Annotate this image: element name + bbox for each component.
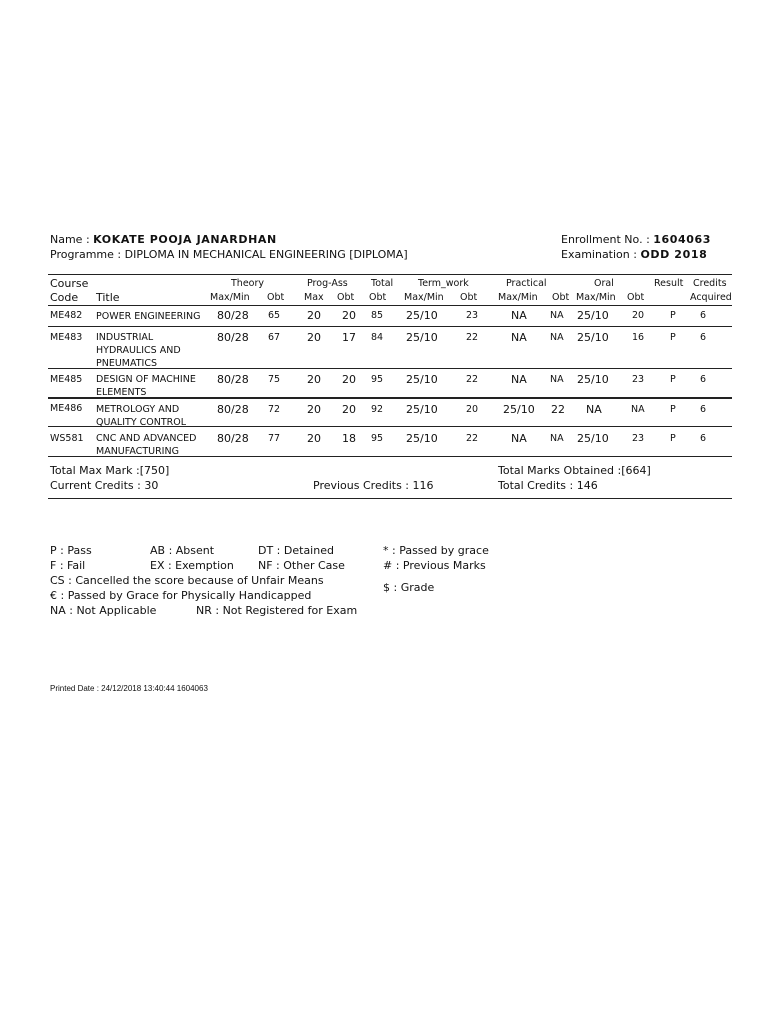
row-title: POWER ENGINEERING	[96, 311, 201, 322]
legend-previous-marks: # : Previous Marks	[383, 559, 486, 572]
legend-cancelled: CS : Cancelled the score because of Unfair Means	[50, 574, 324, 587]
row-tw-obt: 22	[466, 374, 479, 385]
row-tw-obt: 22	[466, 433, 479, 444]
programme-value: DIPLOMA IN MECHANICAL ENGINEERING [DIPLOMA]	[124, 248, 408, 261]
row-theory-max: 80/28	[217, 432, 249, 445]
legend-grade: $ : Grade	[383, 581, 435, 594]
row-title: METROLOGY AND QUALITY CONTROL	[96, 404, 187, 428]
row-or-obt: 23	[632, 374, 645, 385]
row-or-obt: NA	[631, 404, 645, 415]
row-theory-obt: 67	[268, 332, 281, 343]
row-code: ME485	[50, 374, 83, 385]
examination-value: ODD 2018	[640, 248, 708, 261]
subheader-title: Title	[96, 291, 120, 304]
row-pa-max: 20	[307, 331, 321, 344]
row-theory-max: 80/28	[217, 309, 249, 322]
row-pr-max: NA	[511, 432, 527, 445]
header-practical: Practical	[506, 278, 547, 289]
student-name: KOKATE POOJA JANARDHAN	[93, 233, 277, 246]
row-or-max: 25/10	[577, 373, 609, 386]
row-theory-obt: 77	[268, 433, 281, 444]
total-max-mark: Total Max Mark :[750]	[50, 464, 170, 477]
row-theory-obt: 65	[268, 310, 281, 321]
row-pa-obt: 20	[342, 403, 356, 416]
row-pa-obt: 18	[342, 432, 356, 445]
row-or-obt: 23	[632, 433, 645, 444]
header-prog-ass: Prog-Ass	[307, 278, 348, 289]
enrollment-value: 1604063	[653, 233, 712, 246]
row-pr-obt: NA	[550, 433, 564, 444]
subheader-or-max: Max/Min	[576, 292, 616, 303]
row-pr-max: NA	[511, 309, 527, 322]
name-label: Name :	[50, 233, 90, 246]
row-code: ME482	[50, 310, 83, 321]
row-or-obt: 20	[632, 310, 645, 321]
printed-date: Printed Date : 24/12/2018 13:40:44 1604063	[50, 684, 208, 693]
row-pa-max: 20	[307, 403, 321, 416]
row-code: WS581	[50, 433, 84, 444]
row-code: ME486	[50, 403, 83, 414]
header-theory: Theory	[231, 278, 265, 289]
header-course: Course	[50, 277, 89, 290]
legend-other-case: NF : Other Case	[258, 559, 345, 572]
row-tw-obt: 23	[466, 310, 479, 321]
examination-label: Examination :	[561, 248, 637, 261]
row-tw-max: 25/10	[406, 403, 438, 416]
row-result: P	[670, 433, 676, 444]
header-oral: Oral	[594, 278, 614, 289]
legend-detained: DT : Detained	[258, 544, 334, 557]
row-total: 95	[371, 374, 384, 385]
row-total: 95	[371, 433, 384, 444]
summary-bottom-rule	[48, 498, 732, 499]
row-pr-obt: 22	[551, 403, 565, 416]
row-or-max: 25/10	[577, 331, 609, 344]
enrollment-label: Enrollment No. :	[561, 233, 650, 246]
subheader-pa-max: Max	[304, 292, 324, 303]
subheader-acquired: Acquired	[690, 292, 732, 303]
row-credits: 6	[700, 374, 707, 385]
row-or-max: NA	[586, 403, 602, 416]
current-credits: Current Credits : 30	[50, 479, 159, 492]
legend-exemption: EX : Exemption	[150, 559, 234, 572]
subheader-pr-max: Max/Min	[498, 292, 538, 303]
row-tw-obt: 22	[466, 332, 479, 343]
previous-credits: Previous Credits : 116	[313, 479, 434, 492]
row-tw-obt: 20	[466, 404, 479, 415]
row-pa-max: 20	[307, 309, 321, 322]
row-theory-max: 80/28	[217, 331, 249, 344]
row-pr-obt: NA	[550, 310, 564, 321]
row-or-max: 25/10	[577, 309, 609, 322]
row-pa-obt: 20	[342, 309, 356, 322]
header-bottom-rule	[48, 305, 732, 306]
row-credits: 6	[700, 310, 707, 321]
row-title: CNC AND ADVANCED MANUFACTURING	[96, 433, 197, 457]
row-result: P	[670, 310, 676, 321]
table-top-rule	[48, 274, 732, 275]
legend-fail: F : Fail	[50, 559, 86, 572]
row-pa-max: 20	[307, 432, 321, 445]
row-result: P	[670, 404, 676, 415]
header-term-work: Term_work	[418, 278, 469, 289]
row-pr-obt: NA	[550, 374, 564, 385]
row-pr-max: NA	[511, 331, 527, 344]
legend-not-registered: NR : Not Registered for Exam	[196, 604, 358, 617]
row-total: 85	[371, 310, 384, 321]
row-credits: 6	[700, 332, 707, 343]
header-result: Result	[654, 278, 684, 289]
row-total: 92	[371, 404, 384, 415]
row-theory-obt: 75	[268, 374, 281, 385]
subheader-code: Code	[50, 291, 79, 304]
header-total: Total	[371, 278, 394, 289]
row-pr-max: NA	[511, 373, 527, 386]
row-credits: 6	[700, 404, 707, 415]
row-pr-obt: NA	[550, 332, 564, 343]
examination-line	[561, 248, 707, 261]
legend-absent: AB : Absent	[150, 544, 215, 557]
programme-line	[50, 248, 408, 261]
row-pa-obt: 17	[342, 331, 356, 344]
header-credits: Credits	[693, 278, 727, 289]
row-credits: 6	[700, 433, 707, 444]
row-title: DESIGN OF MACHINE ELEMENTS	[96, 374, 196, 398]
row-rule	[48, 326, 732, 327]
row-theory-obt: 72	[268, 404, 281, 415]
legend-handicapped: € : Passed by Grace for Physically Handicapped	[50, 589, 312, 602]
subheader-tw-obt: Obt	[460, 292, 478, 303]
row-tw-max: 25/10	[406, 432, 438, 445]
legend-grace: * : Passed by grace	[383, 544, 489, 557]
row-result: P	[670, 332, 676, 343]
row-pa-max: 20	[307, 373, 321, 386]
row-or-max: 25/10	[577, 432, 609, 445]
row-tw-max: 25/10	[406, 373, 438, 386]
total-credits: Total Credits : 146	[498, 479, 598, 492]
row-result: P	[670, 374, 676, 385]
row-pa-obt: 20	[342, 373, 356, 386]
row-total: 84	[371, 332, 384, 343]
subheader-or-obt: Obt	[627, 292, 645, 303]
enrollment-line	[561, 233, 711, 246]
row-title: INDUSTRIAL HYDRAULICS AND PNEUMATICS	[96, 332, 181, 369]
subheader-tw-max: Max/Min	[404, 292, 444, 303]
row-pr-max: 25/10	[503, 403, 535, 416]
subheader-theory-obt: Obt	[267, 292, 285, 303]
legend-pass: P : Pass	[50, 544, 92, 557]
row-theory-max: 80/28	[217, 373, 249, 386]
legend-not-applicable: NA : Not Applicable	[50, 604, 157, 617]
name-line	[50, 233, 277, 246]
programme-label: Programme :	[50, 248, 122, 261]
row-code: ME483	[50, 332, 83, 343]
total-marks-obtained: Total Marks Obtained :[664]	[498, 464, 651, 477]
row-tw-max: 25/10	[406, 309, 438, 322]
row-theory-max: 80/28	[217, 403, 249, 416]
subheader-total-obt: Obt	[369, 292, 387, 303]
subheader-pa-obt: Obt	[337, 292, 355, 303]
row-or-obt: 16	[632, 332, 645, 343]
subheader-pr-obt: Obt	[552, 292, 570, 303]
subheader-theory-max: Max/Min	[210, 292, 250, 303]
row-tw-max: 25/10	[406, 331, 438, 344]
